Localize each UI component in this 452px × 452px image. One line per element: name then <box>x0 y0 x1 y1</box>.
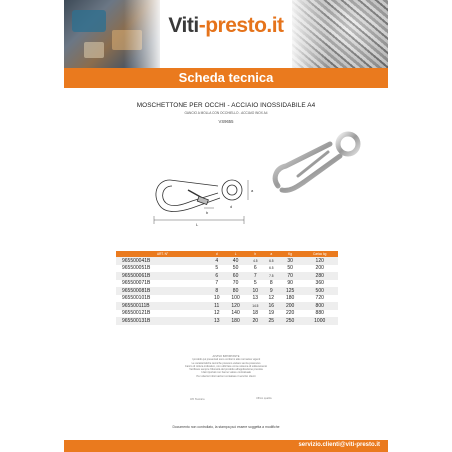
table-cell: 965500101B <box>122 295 151 302</box>
table-cell: 12 <box>268 295 275 302</box>
col-header: a <box>264 251 279 257</box>
table-row <box>116 280 338 288</box>
sign-left: Uff. Tecnico <box>190 397 205 401</box>
table-cell: 1000 <box>301 317 338 325</box>
table-cell: 965500111B <box>116 302 209 310</box>
table-cell: 120 <box>224 302 247 310</box>
sign-right: Ufficio qualità <box>256 397 272 400</box>
table-cell: 965500121B <box>122 310 151 317</box>
product-code: VS9655 <box>218 119 234 124</box>
footnote: Documento non controllato, la stampa può essere soggetta a modifiche <box>172 425 280 429</box>
table-cell: 120 <box>301 257 338 265</box>
col-header: L <box>224 251 247 257</box>
table-cell: 14.5 <box>247 302 264 310</box>
note-line: Carico di rottura indicativo, non utilizzare come sistema di sollevamento <box>184 364 268 368</box>
logo-accent-text: -presto.it <box>198 14 284 37</box>
table-cell: 6.5 <box>264 257 279 265</box>
table-cell: 6 <box>253 265 257 272</box>
section-title: Scheda tecnica <box>178 70 274 85</box>
table-cell: 965500061B <box>116 272 209 280</box>
table-row <box>116 287 338 295</box>
table-cell: 13 <box>209 317 224 325</box>
table-cell: 16 <box>264 302 279 310</box>
table-cell: 200 <box>279 302 302 310</box>
dim-d-label: d <box>230 204 233 209</box>
table-cell: 18 <box>252 310 259 317</box>
table-cell: 50 <box>287 265 293 272</box>
table-cell: 5 <box>253 280 257 287</box>
table-cell: 880 <box>315 310 324 317</box>
table-cell: 80 <box>224 287 247 295</box>
note-line: Verificare sempre l'idoneità del prodotto all'applicazione prevista <box>189 368 263 372</box>
table-cell: 360 <box>315 280 324 287</box>
col-header: Carico kg <box>301 251 338 257</box>
table-cell: 965500041B <box>116 257 209 265</box>
col-header: Kg <box>279 251 302 257</box>
table-row <box>116 317 338 325</box>
dim-a-label: a <box>251 188 254 193</box>
logo-dark-text: Viti <box>168 14 199 37</box>
table-cell: 7.5 <box>264 272 279 280</box>
dim-b-label: b <box>206 210 209 215</box>
technical-drawing <box>148 168 258 228</box>
col-header: ART. N° <box>116 251 209 257</box>
table-cell: 10 <box>247 287 264 295</box>
table-cell: 13 <box>252 295 259 302</box>
table-cell: 9 <box>264 287 279 295</box>
table-cell: 220 <box>285 310 295 317</box>
table-cell: 965500051B <box>122 265 151 272</box>
table-cell: 6 <box>209 272 224 280</box>
dim-l-label: L <box>196 222 199 227</box>
table-cell: 70 <box>232 280 239 287</box>
table-cell: 19 <box>268 310 275 317</box>
table-cell: 90 <box>287 280 293 287</box>
product-photo <box>268 128 368 196</box>
table-row <box>116 295 338 303</box>
table-row <box>116 265 338 273</box>
table-cell: 8 <box>269 280 273 287</box>
table-cell: 30 <box>279 257 302 265</box>
table-cell: 10 <box>213 295 220 302</box>
table-row <box>116 310 338 318</box>
table-cell: 100 <box>231 295 240 302</box>
table-cell: 140 <box>231 310 240 317</box>
table-cell: 180 <box>285 295 295 302</box>
table-row <box>116 302 338 310</box>
table-cell: 800 <box>301 302 338 310</box>
header-banner <box>64 0 388 68</box>
table-cell: 280 <box>301 272 338 280</box>
table-cell: 200 <box>315 265 324 272</box>
table-cell: 4.5 <box>247 257 264 265</box>
product-subtitle: GANCIO A MOLLA CON OCCHIELLO - ACCIAIO INOX A4 <box>184 111 268 115</box>
table-cell: 720 <box>315 295 324 302</box>
specs-table <box>116 251 338 325</box>
col-header: b <box>247 251 264 257</box>
col-header: d <box>209 251 224 257</box>
table-cell: 20 <box>247 317 264 325</box>
table-cell: 500 <box>301 287 338 295</box>
table-cell: 250 <box>279 317 302 325</box>
notes-block <box>160 355 292 378</box>
table-cell: 5 <box>215 265 219 272</box>
product-title: MOSCHETTONE PER OCCHI - ACCIAIO INOSSIDABILE A4 <box>136 102 316 109</box>
table-cell: 4 <box>209 257 224 265</box>
note-line: I prodotti qui presentati sono conformi alle normative vigenti <box>191 358 261 362</box>
table-cell: 6.5 <box>269 266 274 271</box>
section-band <box>64 68 388 88</box>
table-cell: 965500131B <box>116 317 209 325</box>
notes-heading: AVVISO IMPORTANTE <box>212 355 240 358</box>
footer-bar <box>64 440 388 452</box>
table-cell: 7 <box>215 280 219 287</box>
note-line: Per ulteriori informazioni contattare il servizio clienti <box>196 374 256 378</box>
table-cell: 25 <box>264 317 279 325</box>
note-line: I dati riportati non hanno valore contrattuale <box>200 371 252 375</box>
table-cell: 180 <box>224 317 247 325</box>
table-row <box>116 272 338 280</box>
table-cell: 8 <box>209 287 224 295</box>
table-cell: 70 <box>279 272 302 280</box>
footer-email-link[interactable]: servizio.clienti@viti-presto.it <box>298 442 380 448</box>
table-cell: 11 <box>209 302 224 310</box>
table-cell: 7 <box>247 272 264 280</box>
table-cell: 50 <box>232 265 239 272</box>
table-cell: 12 <box>213 310 220 317</box>
brand-logo[interactable] <box>160 14 292 38</box>
table-row <box>116 257 338 265</box>
table-cell: 125 <box>279 287 302 295</box>
table-cell: 40 <box>224 257 247 265</box>
table-cell: 60 <box>224 272 247 280</box>
table-cell: 965500071B <box>122 280 151 287</box>
note-line: Le caratteristiche tecniche possono variare senza preavviso <box>191 361 261 365</box>
table-cell: 965500081B <box>116 287 209 295</box>
